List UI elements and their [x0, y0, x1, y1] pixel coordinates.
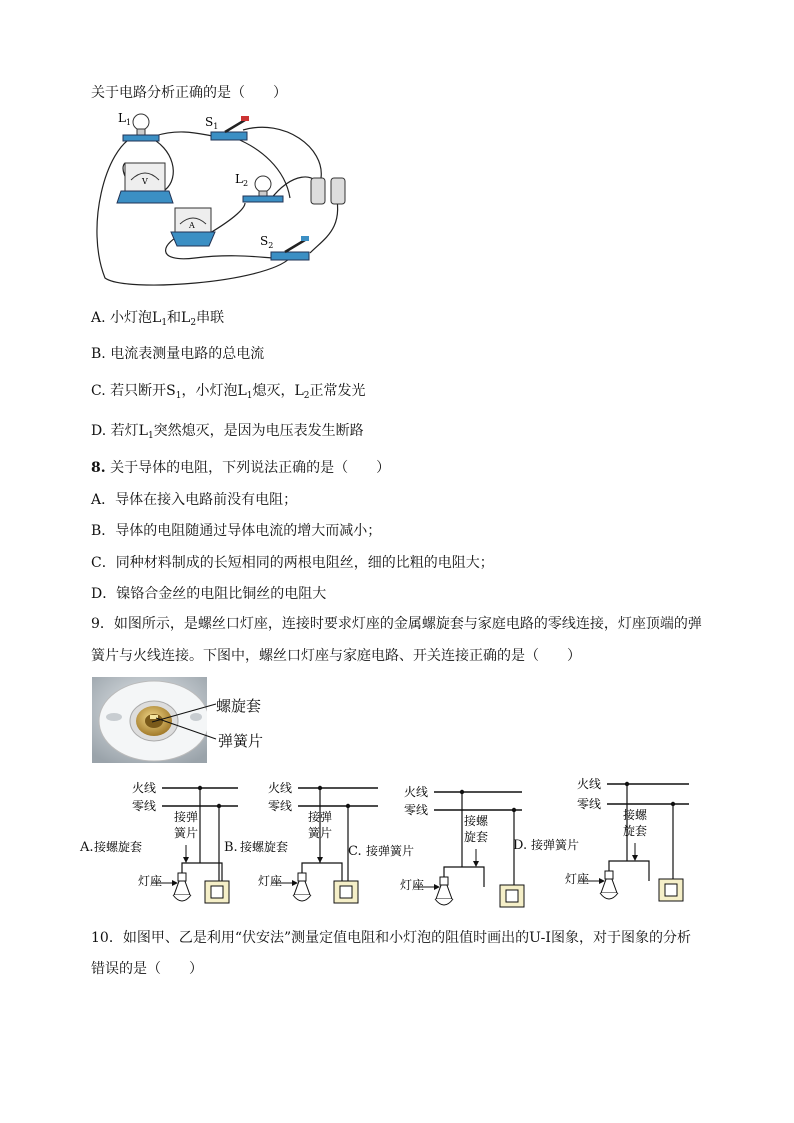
q8-option-b: B．导体的电阻随通过导体电流的增大而减小；	[91, 523, 382, 539]
neutral-wire-label: 零线	[268, 799, 293, 813]
svg-text:A: A	[189, 221, 195, 230]
right-connection-label-line1: 接螺	[623, 808, 648, 822]
neutral-wire-label: 零线	[132, 799, 157, 813]
live-wire-label: 火线	[132, 781, 157, 795]
lamp-base-label: 灯座	[138, 874, 163, 888]
left-connection-label: 接弹簧片	[366, 844, 415, 858]
battery-icon	[311, 178, 345, 204]
q8-option-d: D．镍铬合金丝的电阻比铜丝的电阻大	[91, 586, 327, 602]
switch-icon	[205, 881, 229, 903]
wiring-diagram-c	[362, 782, 537, 922]
switch-icon	[334, 881, 358, 903]
ammeter-icon	[171, 208, 215, 246]
option-letter-d: D.	[513, 838, 528, 853]
q7-option-a: A. 小灯泡$L_1$和$L_2$串联	[91, 310, 225, 328]
left-connection-label: 接螺旋套	[240, 840, 289, 854]
right-connection-label-line1: 接螺	[464, 814, 489, 828]
live-wire-label: 火线	[577, 777, 602, 791]
right-connection-label-line1: 接弹	[308, 810, 333, 824]
q7-option-c: C. 若只断开$S_1$，小灯泡$L_1$熄灭，$L_2$正常发光	[91, 383, 366, 401]
neutral-wire-label: 零线	[404, 803, 429, 817]
label-l2: $L_2$	[235, 172, 249, 188]
option-letter-c: C.	[348, 844, 362, 859]
live-wire-label: 火线	[268, 781, 293, 795]
lamp-base-label: 灯座	[258, 874, 283, 888]
live-wire-label: 火线	[404, 785, 429, 799]
label-screw-sleeve: 螺旋套	[216, 697, 262, 715]
q10-line2: 错误的是（ ）	[91, 961, 203, 977]
q8-stem: 8. 关于导体的电阻，下列说法正确的是（ ）	[91, 460, 391, 476]
label-spring-plate: 弹簧片	[218, 732, 264, 750]
option-letter-a: A.	[80, 840, 94, 855]
label-l1: $L_1$	[118, 111, 132, 127]
label-s2: $S_2$	[260, 234, 274, 250]
right-connection-label-line2: 旋套	[623, 824, 648, 838]
lamp-icon	[435, 877, 453, 905]
lamp-icon	[600, 871, 618, 899]
q7-option-b: B. 电流表测量电路的总电流	[91, 346, 265, 362]
lamp-base-label: 灯座	[565, 872, 590, 886]
option-letter-b: B.	[224, 840, 238, 855]
svg-text:V: V	[142, 177, 148, 186]
bulb-l2-icon	[243, 176, 283, 202]
right-connection-label-line2: 旋套	[464, 830, 489, 844]
voltmeter-icon	[117, 163, 173, 203]
wiring-diagram-d	[527, 776, 702, 916]
label-s1: $S_1$	[205, 115, 219, 131]
right-connection-label-line1: 接弹	[174, 810, 199, 824]
q8-option-c: C．同种材料制成的长短相同的两根电阻丝，细的比粗的电阻大；	[91, 555, 494, 571]
neutral-wire-label: 零线	[577, 797, 602, 811]
right-connection-label-line2: 簧片	[308, 826, 333, 840]
left-connection-label: 接螺旋套	[94, 840, 143, 854]
q9-line2: 簧片与火线连接。下图中，螺丝口灯座与家庭电路、开关连接正确的是（ ）	[91, 648, 581, 664]
right-connection-label-line2: 簧片	[174, 826, 199, 840]
q10-line1: 10．如图甲、乙是利用“伏安法”测量定值电阻和小灯泡的阻值时画出的U-I图象，对于图象的分析	[91, 930, 691, 946]
left-connection-label: 接弹簧片	[531, 838, 580, 852]
switch-icon	[500, 885, 524, 907]
lamp-icon	[293, 873, 311, 901]
lamp-base-label: 灯座	[400, 878, 425, 892]
q7-option-d: D. 若灯$L_1$突然熄灭，是因为电压表发生断路	[91, 423, 364, 441]
switch-s2-icon	[271, 236, 309, 260]
switch-icon	[659, 879, 683, 901]
q9-line1: 9．如图所示，是螺丝口灯座，连接时要求灯座的金属螺旋套与家庭电路的零线连接，灯座顶端的弹	[91, 616, 702, 632]
q7-stem: 关于电路分析正确的是（ ）	[91, 85, 287, 101]
q7-circuit-diagram	[85, 108, 365, 293]
photo-leader-lines	[150, 690, 220, 750]
q8-option-a: A．导体在接入电路前没有电阻；	[91, 492, 298, 508]
lamp-icon	[173, 873, 191, 901]
